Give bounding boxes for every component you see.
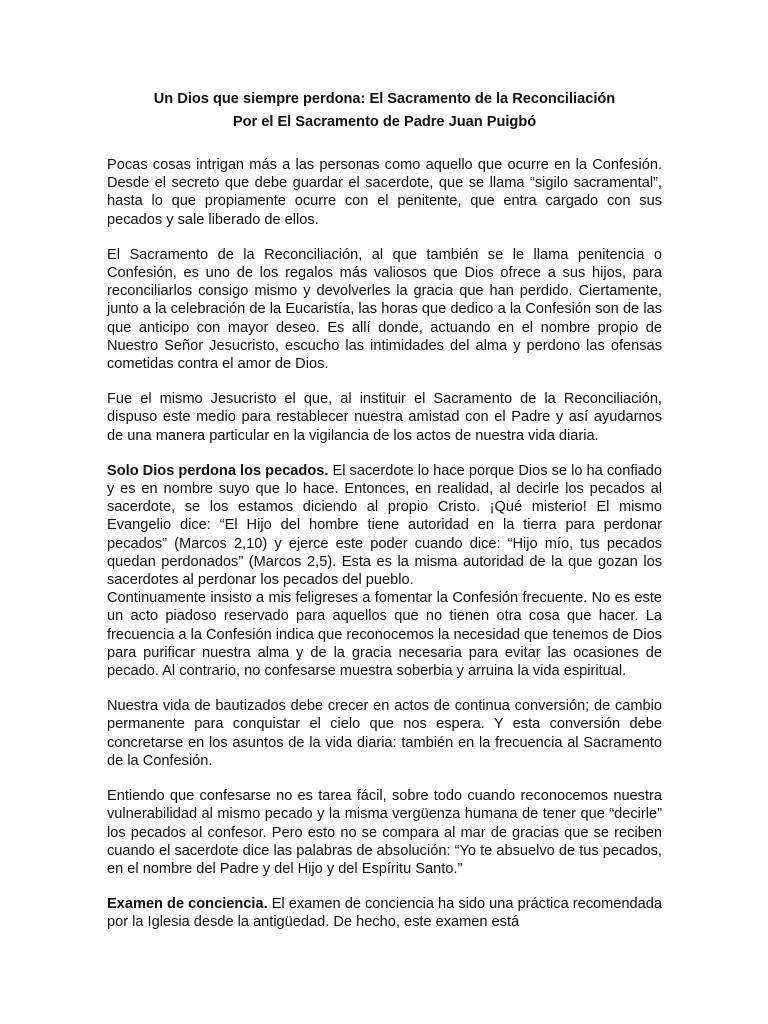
paragraph-4-heading: Solo Dios perdona los pecados. xyxy=(107,462,329,479)
paragraph-3-text: Fue el mismo Jesucristo el que, al instituir el Sacramento de la Reconciliación, dispuso este medio para restablecer nuestra amistad con el Padre y así ayudarnos de una manera particular en la vigilancia de los actos de nuestra vida diaria. xyxy=(107,391,662,444)
paragraph-8 xyxy=(107,895,662,931)
paragraph-6 xyxy=(107,697,662,770)
paragraph-5 xyxy=(107,589,662,680)
paragraph-2-text: El Sacramento de la Reconciliación, al que también se le llama penitencia o Confesión, es uno de los regalos más valiosos que Dios ofrece a sus hijos, para reconciliarlos consigo mismo y devolverles la gracia que han perdido. Ciertamente, junto a la celebración de la Eucaristía, las horas que dedico a la Confesión son de las que anticipo con mayor deseo. Es allí donde, actuando en el nombre propio de Nuestro Señor Jesucristo, escucho las intimidades del alma y perdono las ofensas cometidas contra el amor de Dios. xyxy=(107,246,662,373)
paragraph-3 xyxy=(107,390,662,445)
paragraph-6-text: Nuestra vida de bautizados debe crecer en actos de continua conversión; de cambio permanente para conquistar el cielo que nos espera. Y esta conversión debe concretarse en los asuntos de la vida diaria: también en la frecuencia al Sacramento de la Confesión. xyxy=(107,698,662,769)
paragraph-8-heading: Examen de conciencia. xyxy=(107,896,268,913)
paragraph-1 xyxy=(107,156,662,229)
paragraph-4 xyxy=(107,462,662,589)
paragraph-1-text: Pocas cosas intrigan más a las personas como aquello que ocurre en la Confesión. Desde el secreto que debe guardar el sacerdote, que se llama “sigilo sacramental”, hasta lo que propiamente ocurre con el penitente, que entra cargado con sus pecados y sale liberado de ellos. xyxy=(107,157,662,228)
title-line-2: Por el El Sacramento de Padre Juan Puigbó xyxy=(232,114,537,130)
paragraph-7-text: Entiendo que confesarse no es tarea fácil, sobre todo cuando reconocemos nuestra vulnerabilidad al mismo pecado y la misma vergüenza humana de tener que “decirle” los pecados al confesor. Pero esto no se compara al mar de gracias que se reciben cuando el sacerdote dice las palabras de absolución: “Yo te absuelvo de tus pecados, en el nombre del Padre y del Hijo y del Espíritu Santo.” xyxy=(107,788,662,877)
paragraph-8-text: El examen de conciencia ha sido una práctica recomendada por la Iglesia desde la antigüedad. De hecho, este examen está xyxy=(107,896,662,931)
title-line-1: Un Dios que siempre perdona: El Sacramento de la Reconciliación xyxy=(153,91,616,107)
paragraph-4-text: El sacerdote lo hace porque Dios se lo ha confiado y es en nombre suyo que lo hace. Entonces, en realidad, al decirle los pecados al sacerdote, se los estamos diciendo al propio Cristo. ¡Qué misterio! El mismo Evangelio dice: “El Hijo del hombre tiene autoridad en la tierra para perdonar pecados” (Marcos 2,10) y ejerce este poder cuando dice: “Hijo mío, tus pecados quedan perdonados” (Marcos 2,5). Esta es la misma autoridad de la que gozan los sacerdotes al perdonar los pecados del pueblo. xyxy=(107,462,662,589)
document-page xyxy=(107,88,662,949)
paragraph-2 xyxy=(107,246,662,373)
document-title xyxy=(107,88,662,134)
paragraph-7 xyxy=(107,787,662,878)
paragraph-5-text: Continuamente insisto a mis feligreses a fomentar la Confesión frecuente. No es este un acto piadoso reservado para aquellos que no tienen otra cosa que hacer. La frecuencia a la Confesión indica que reconocemos la necesidad que tenemos de Dios para purificar nuestra alma y de la gracia necesaria para evitar las ocasiones de pecado. Al contrario, no confesarse muestra soberbia y arruina la vida espiritual. xyxy=(107,590,662,680)
